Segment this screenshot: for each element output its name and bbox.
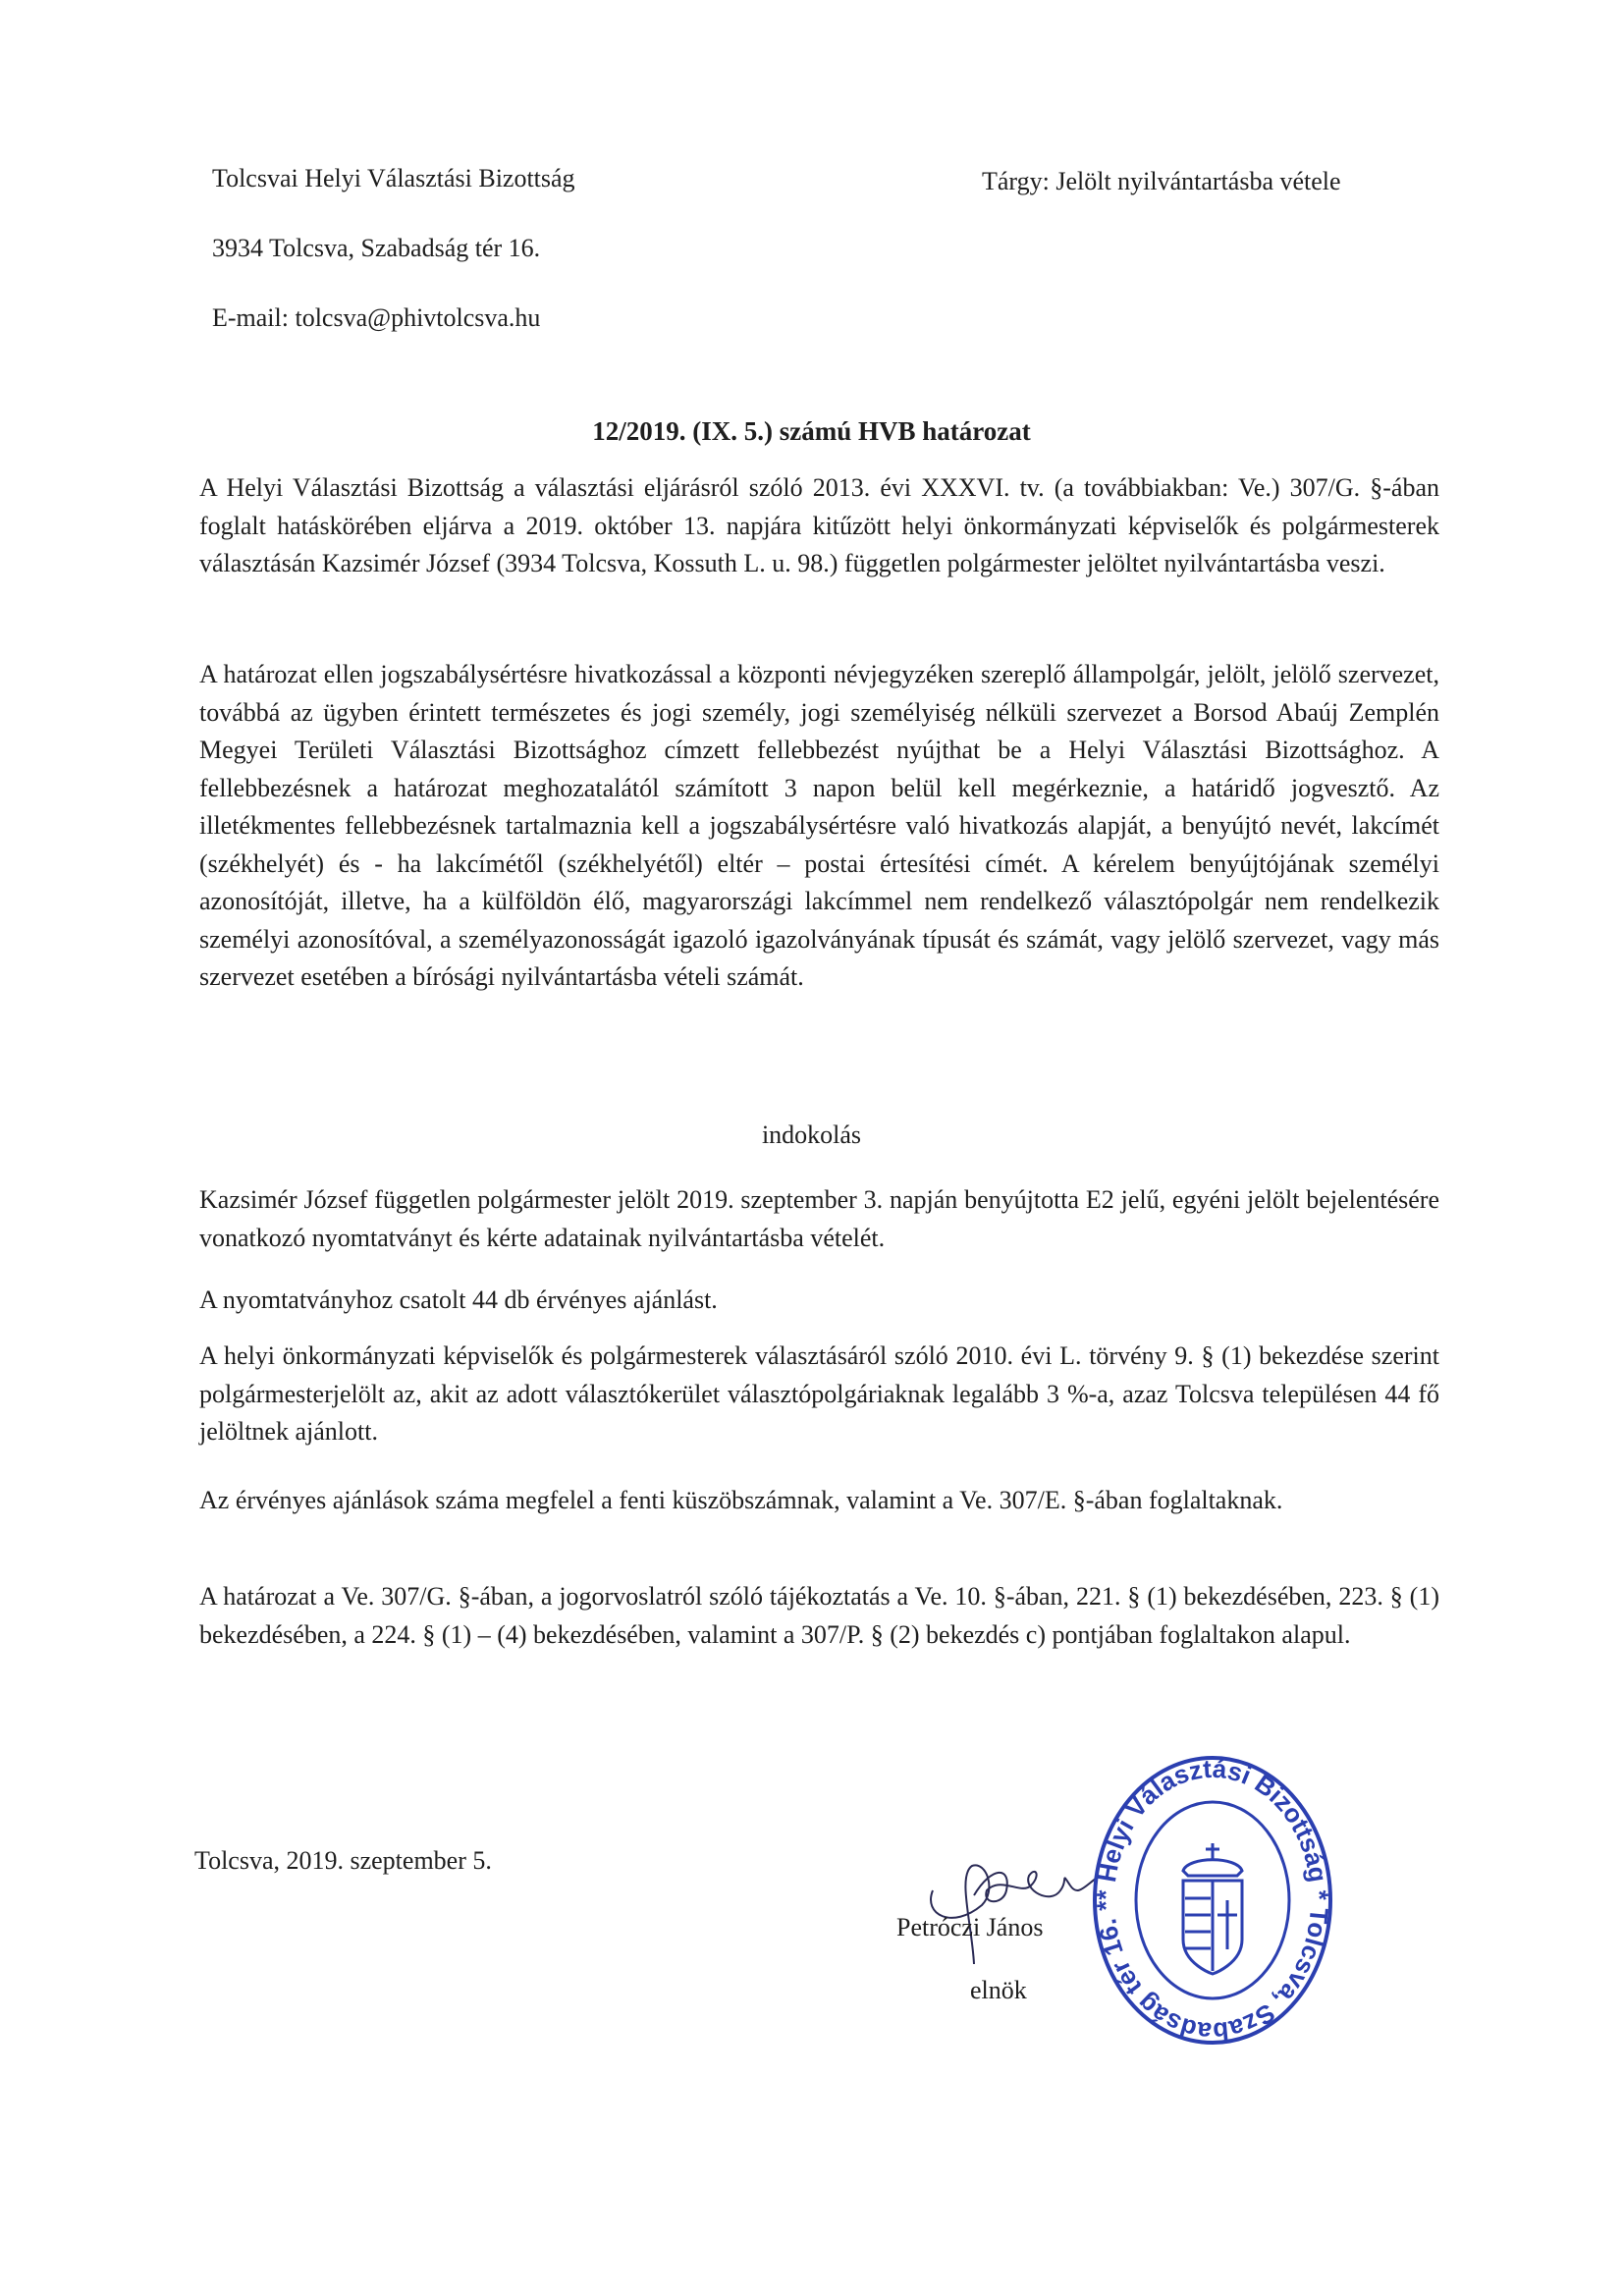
paragraph-decision: A Helyi Választási Bizottság a választási eljárásról szóló 2013. évi XXXVI. tv. (a továbbiakban: Ve.) 307/G. §-ában foglalt hatáskörében eljárva a 2019. október 13. napjára kitűzött helyi önkormányzati képviselők és polgármesterek választásán Kazsimér József (3934 Tolcsva, Kossuth L. u. 98.) független polgármester jelöltet nyilvántartásba veszi. [199,473,1439,577]
org-email: E-mail: tolcsva@phivtolcsva.hu [212,303,541,332]
place-and-date: Tolcsva, 2019. szeptember 5. [194,1846,492,1875]
coat-of-arms-icon [1183,1843,1242,1974]
signer-role: elnök [970,1976,1027,2004]
stamp-text: * Helyi Választási Bizottság * Tolcsva, Szabadság tér 16. * [1090,1753,1335,2048]
signer-name: Petróczi János [896,1913,1044,1941]
paragraph-submission: Kazsimér József független polgármester jelölt 2019. szeptember 3. napján benyújtotta E2 jelű, egyéni jelölt bejelentésére vonatkozó nyomtatványt és kérte adatainak nyilvántartásba vételét. [199,1185,1439,1252]
org-address: 3934 Tolcsva, Szabadság tér 16. [212,234,541,262]
official-stamp-seal [1090,1753,1335,2048]
paragraph-legal-basis: A határozat a Ve. 307/G. §-ában, a jogorvoslatról szóló tájékoztatás a Ve. 10. §-ában, 221. § (1) bekezdésében, 223. § (1) bekezdésében, a 224. § (1) – (4) bekezdésében, valamint a 307/P. § (2) bekezdés c) pontjában foglaltakon alapul. [199,1582,1439,1649]
subject-line: Tárgy: Jelölt nyilvántartásba vétele [982,167,1341,195]
paragraph-law-reference: A helyi önkormányzati képviselők és polgármesterek választásáról szóló 2010. évi L. törvény 9. § (1) bekezdése szerint polgármesterjelölt az, akit az adott választókerület választópolgáriaknak legalább 3 %-a, azaz Tolcsva településen 44 fő jelöltnek ajánlott. [199,1341,1439,1446]
paragraph-recommendations: A nyomtatványhoz csatolt 44 db érvényes ajánlást. [199,1285,718,1314]
paragraph-threshold: Az érvényes ajánlások száma megfelel a fenti küszöbszámnak, valamint a Ve. 307/E. §-ában foglaltaknak. [199,1486,1283,1514]
resolution-title: 12/2019. (IX. 5.) számú HVB határozat [592,416,1031,446]
paragraph-appeal: A határozat ellen jogszabálysértésre hivatkozással a központi névjegyzéken szereplő állampolgár, jelölt, jelölő szervezet, továbbá az ügyben érintett természetes és jogi személy, jogi személyiség nélküli szervezet a Borsod Abaúj Zemplén Megyei Területi Választási Bizottsághoz címzett fellebbezést nyújthat be a Helyi Választási Bizottsághoz. A fellebbezésnek a határozat meghozatalától számított 3 napon belül kell megérkeznie, a határidő jogvesztő. Az illetékmentes fellebbezésnek tartalmaznia kell a jogszabálysértésre való hivatkozás alapját, a benyújtó nevét, lakcímét (székhelyét) és - ha lakcímétől (székhelyétől) eltér – postai értesítési címét. A kérelem benyújtójának személyi azonosítóját, illetve, ha a külföldön élő, magyarországi lakcímmel nem rendelkező választópolgár nem rendelkezik személyi azonosítóval, a személyazonosságát igazoló igazolványának típusát és számát, vagy jelölő szervezet, vagy más szervezet esetében a bírósági nyilvántartásba vételi számát. [199,660,1439,991]
org-name: Tolcsvai Helyi Választási Bizottság [212,164,575,192]
section-heading-reasoning: indokolás [761,1121,862,1149]
letterhead [212,163,575,372]
